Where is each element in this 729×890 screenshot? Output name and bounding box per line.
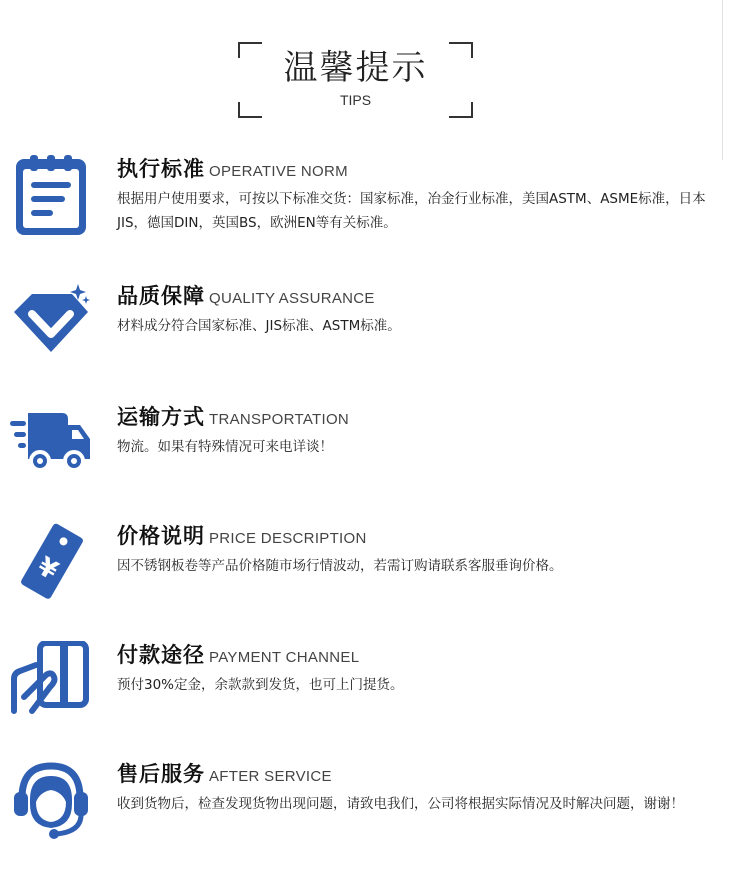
diamond-icon [10, 282, 92, 364]
tip-title-zh: 售后服务 [117, 762, 205, 786]
tip-operative-norm [0, 155, 729, 245]
tip-quality-assurance [0, 282, 729, 372]
tip-description: 根据用户使用要求，可按以下标准交货：国家标准，冶金行业标准，美国ASTM、ASME标准，日本JIS，德国DIN，英国BS，欧洲EN等有关标准。 [117, 191, 706, 231]
tip-title-zh: 运输方式 [117, 405, 205, 429]
tip-transportation [0, 403, 729, 493]
tip-title-zh: 执行标准 [117, 157, 205, 181]
page-title: 温馨提示 [283, 48, 428, 88]
truck-icon [10, 403, 92, 485]
clipboard-icon [10, 155, 92, 237]
tip-title-en: AFTER SERVICE [209, 768, 332, 785]
tip-price-description [0, 522, 729, 612]
tip-after-service [0, 760, 729, 850]
edge-divider [722, 0, 723, 160]
tip-title-zh: 品质保障 [117, 284, 205, 308]
tip-title-zh: 价格说明 [117, 524, 205, 548]
tip-title-en: OPERATIVE NORM [209, 163, 348, 180]
svg-text:¥: ¥ [32, 551, 63, 587]
tip-description: 因不锈钢板卷等产品价格随市场行情波动，若需订购请联系客服垂询价格。 [117, 558, 563, 574]
tip-description: 物流。如果有特殊情况可来电详谈！ [117, 439, 333, 455]
tip-description: 预付30%定金，余款款到发货，也可上门提货。 [117, 677, 404, 693]
tip-title-zh: 付款途径 [117, 643, 205, 667]
price-tag-icon [10, 522, 92, 604]
tip-title-en: TRANSPORTATION [209, 411, 350, 428]
page-subtitle: TIPS [339, 92, 372, 108]
tip-title-en: QUALITY ASSURANCE [209, 290, 375, 307]
tips-header [238, 42, 473, 118]
payment-card-icon [10, 641, 92, 723]
tip-title-en: PRICE DESCRIPTION [209, 530, 367, 547]
headset-icon [10, 760, 92, 842]
tip-payment-channel [0, 641, 729, 731]
tip-title-en: PAYMENT CHANNEL [209, 649, 360, 666]
tip-description: 材料成分符合国家标准、JIS标准、ASTM标准。 [117, 318, 401, 334]
tip-description: 收到货物后，检查发现货物出现问题，请致电我们，公司将根据实际情况及时解决问题，谢谢！ [117, 796, 684, 812]
